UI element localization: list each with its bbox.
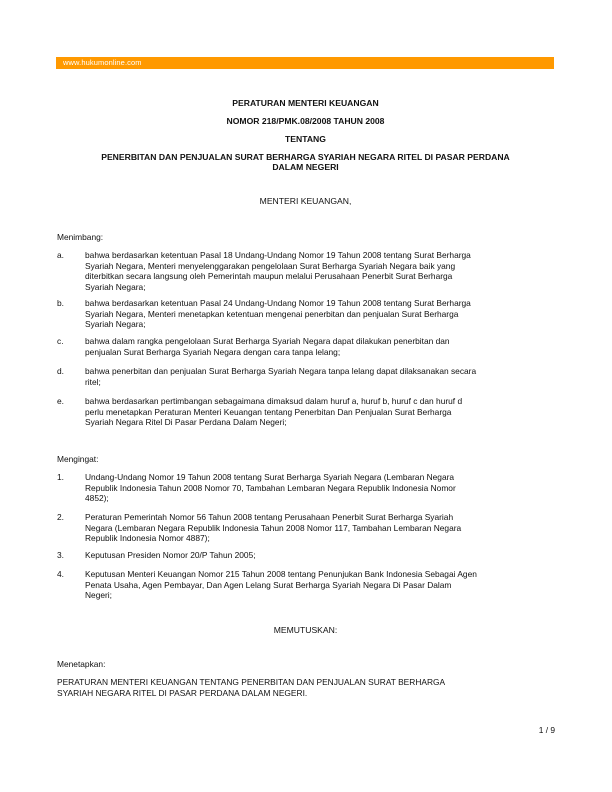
page-number: 1 / 9 <box>538 725 555 735</box>
line: bahwa penerbitan dan penjualan Surat Berharga Syariah Negara tanpa lelang dapat dilaksanakan secara <box>85 366 477 376</box>
line: bahwa berdasarkan pertimbangan sebagaimana dimaksud dalam huruf a, huruf b, huruf c dan huruf d <box>85 396 463 406</box>
line: Negara (Lembaran Negara Republik Indonesia Tahun 2008 Nomor 117, Tambahan Lembaran Negara <box>85 522 462 533</box>
line: bahwa berdasarkan ketentuan Pasal 24 Undang-Undang Nomor 19 Tahun 2008 tentang Surat Berharga <box>85 298 471 308</box>
line: PERATURAN MENTERI KEUANGAN TENTANG PENERBITAN DAN PENJUALAN SURAT BERHARGA <box>57 677 446 687</box>
title-line-1: PERATURAN MENTERI KEUANGAN <box>232 98 379 108</box>
list-marker: e. <box>57 396 64 406</box>
line: diterbitkan secara langsung oleh Pemerintah maupun melalui Perusahaan Penerbit Surat Berharga <box>85 271 453 281</box>
site-banner <box>56 57 554 69</box>
line: Syariah Negara, Menteri menetapkan ketentuan mengenai penerbitan dan penjualan Surat Berharga <box>85 308 459 319</box>
line: Republik Indonesia Nomor 4887); <box>85 533 210 543</box>
line: penjualan Surat Berharga Syariah Negara dengan cara tanpa lelang; <box>85 346 341 357</box>
line: Peraturan Pemerintah Nomor 56 Tahun 2008 tentang Perusahaan Penerbit Surat Berharga Syariah <box>85 512 454 522</box>
menimbang-heading: Menimbang: <box>57 232 104 242</box>
line: Negeri; <box>85 590 112 600</box>
list-marker: 4. <box>57 569 64 579</box>
list-marker: d. <box>57 366 64 376</box>
line: Penata Usaha, Agen Pembayar, Dan Agen Lelang Surat Berharga Syariah Negara Di Pasar Dalam <box>85 579 452 590</box>
line: ritel; <box>85 376 101 387</box>
title-line-4b: DALAM NEGERI <box>272 162 339 172</box>
line: 4852); <box>85 493 109 503</box>
title-line-3: TENTANG <box>285 134 326 144</box>
line: Undang-Undang Nomor 19 Tahun 2008 tentang Surat Berharga Syariah Negara (Lembaran Negara <box>85 472 455 482</box>
memutuskan-heading: MEMUTUSKAN: <box>273 625 338 635</box>
line: Keputusan Menteri Keuangan Nomor 215 Tahun 2008 tentang Penunjukan Bank Indonesia Sebagai Agen <box>85 569 477 579</box>
menetapkan-text <box>57 677 554 698</box>
line: Syariah Negara; <box>85 281 146 292</box>
line: perlu menetapkan Peraturan Menteri Keuangan tentang Penerbitan Dan Penjualan Surat Berharga <box>85 406 452 417</box>
line: Syariah Negara, Menteri menyelenggarakan pengelolaan Surat Berharga Syariah Negara baik yang <box>85 260 456 271</box>
site-url[interactable]: www.hukumonline.com <box>63 58 142 67</box>
line: bahwa berdasarkan ketentuan Pasal 18 Undang-Undang Nomor 19 Tahun 2008 tentang Surat Berharga <box>85 250 471 260</box>
title-line-4a: PENERBITAN DAN PENJUALAN SURAT BERHARGA SYARIAH NEGARA RITEL DI PASAR PERDANA <box>101 152 510 162</box>
line: Syariah Negara; <box>85 319 146 329</box>
title-line-2: NOMOR 218/PMK.08/2008 TAHUN 2008 <box>226 116 385 126</box>
line: Republik Indonesia Tahun 2008 Nomor 70, Tambahan Lembaran Negara Republik Indonesia Nomor <box>85 482 456 493</box>
line: Keputusan Presiden Nomor 20/P Tahun 2005; <box>85 550 256 560</box>
line: Syariah Negara Ritel Di Pasar Perdana Dalam Negeri; <box>85 417 287 427</box>
menetapkan-heading: Menetapkan: <box>57 659 106 669</box>
list-marker: a. <box>57 250 64 260</box>
mengingat-heading: Mengingat: <box>57 454 99 464</box>
list-marker: 2. <box>57 512 64 522</box>
list-marker: c. <box>57 336 64 346</box>
list-marker: 1. <box>57 472 64 482</box>
list-marker: b. <box>57 298 64 308</box>
line: bahwa dalam rangka pengelolaan Surat Berharga Syariah Negara dapat dilakukan penerbitan dan <box>85 336 450 346</box>
list-marker: 3. <box>57 550 64 560</box>
line: SYARIAH NEGARA RITEL DI PASAR PERDANA DALAM NEGERI. <box>57 687 308 698</box>
issuer: MENTERI KEUANGAN, <box>259 196 352 206</box>
